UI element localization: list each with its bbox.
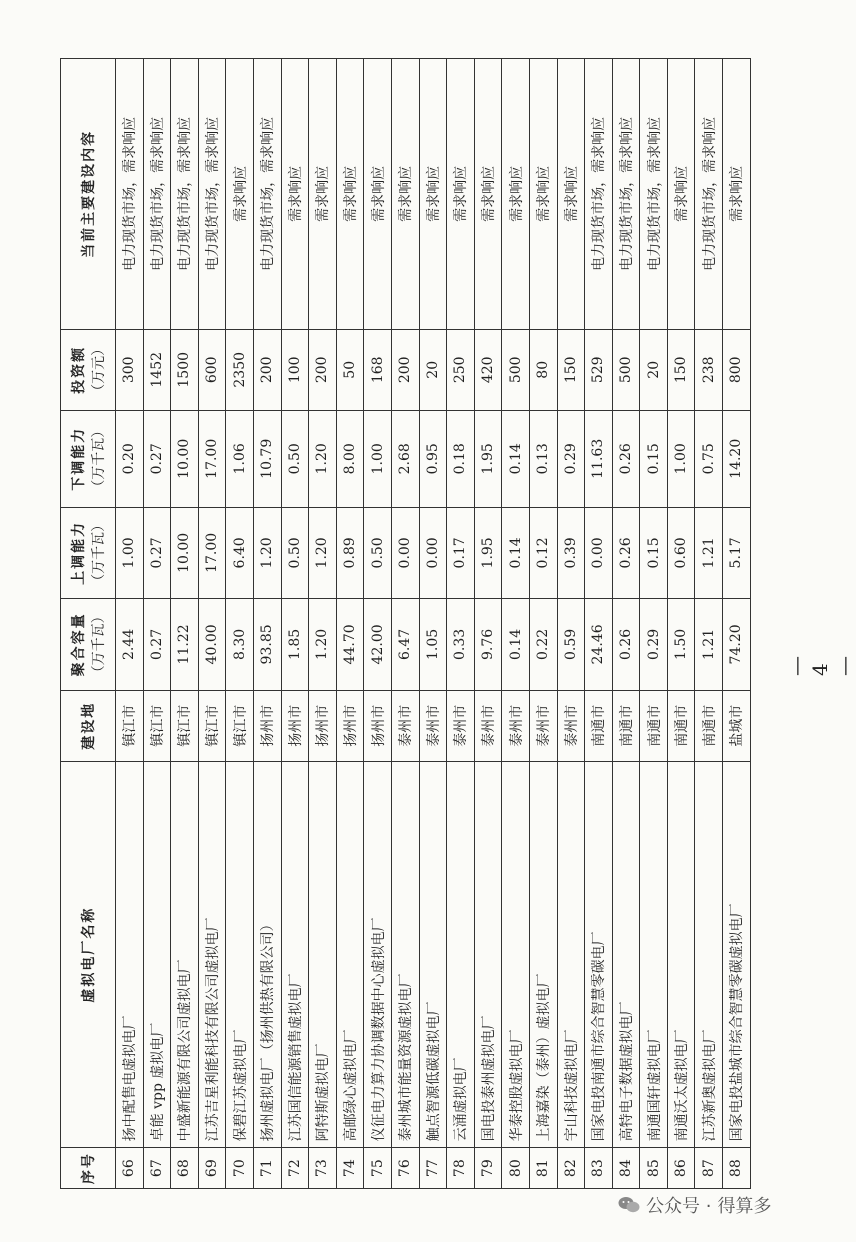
header-down [61,410,116,507]
wechat-icon [618,1196,640,1214]
up-capacity-cell: 1.21 [695,507,723,599]
header-up-label: 上调能力 [71,520,87,585]
down-capacity-cell: 0.50 [281,410,309,507]
plant-name-cell: 国家电投盐城市综合智慧零碳虚拟电厂 [723,761,751,1147]
header-down-label: 下调能力 [71,426,87,491]
investment-cell: 50 [336,329,364,410]
location-cell: 泰州市 [529,690,557,761]
down-capacity-cell: 0.13 [529,410,557,507]
down-capacity-cell: 1.20 [309,410,337,507]
plant-name-cell: 阿特斯虚拟电厂 [309,761,337,1147]
plant-name-cell: 华泰控股虚拟电厂 [502,761,530,1147]
header-invest-label: 投资额 [71,345,87,394]
capacity-cell: 0.14 [502,599,530,691]
construction-content-cell: 需求响应 [529,59,557,330]
capacity-cell: 1.50 [667,599,695,691]
down-capacity-cell: 2.68 [391,410,419,507]
investment-cell: 100 [281,329,309,410]
table-row [529,59,557,1189]
up-capacity-cell: 1.20 [309,507,337,599]
investment-cell: 20 [640,329,668,410]
down-capacity-cell: 0.27 [143,410,171,507]
construction-content-cell: 需求响应 [474,59,502,330]
row-number-cell: 80 [502,1148,530,1189]
header-capacity-label: 聚合容量 [71,612,87,677]
investment-cell: 20 [419,329,447,410]
table-row [640,59,668,1189]
capacity-cell: 42.00 [364,599,392,691]
down-capacity-cell: 1.06 [226,410,254,507]
capacity-cell: 11.22 [171,599,199,691]
table-row [557,59,585,1189]
plant-name-cell: 高邮绿心虚拟电厂 [336,761,364,1147]
location-cell: 泰州市 [474,690,502,761]
construction-content-cell: 电力现货市场，需求响应 [198,59,226,330]
table-row [612,59,640,1189]
table-row [143,59,171,1189]
construction-content-cell: 电力现货市场，需求响应 [116,59,144,330]
capacity-cell: 44.70 [336,599,364,691]
construction-content-cell: 需求响应 [336,59,364,330]
plant-name-cell: 卓能 vpp 虚拟电厂 [143,761,171,1147]
header-no: 序号 [61,1148,116,1189]
header-up-unit: （万千瓦） [91,517,107,588]
up-capacity-cell: 0.00 [391,507,419,599]
row-number-cell: 86 [667,1148,695,1189]
table-row [695,59,723,1189]
up-capacity-cell: 0.50 [281,507,309,599]
investment-cell: 420 [474,329,502,410]
up-capacity-cell: 1.00 [116,507,144,599]
row-number-cell: 84 [612,1148,640,1189]
location-cell: 南通市 [640,690,668,761]
row-number-cell: 81 [529,1148,557,1189]
table-row [198,59,226,1189]
construction-content-cell: 需求响应 [502,59,530,330]
location-cell: 南通市 [695,690,723,761]
up-capacity-cell: 0.89 [336,507,364,599]
plant-name-cell: 中盛新能源有限公司虚拟电厂 [171,761,199,1147]
investment-cell: 80 [529,329,557,410]
up-capacity-cell: 1.95 [474,507,502,599]
header-capacity [61,599,116,691]
up-capacity-cell: 0.00 [419,507,447,599]
table-row [474,59,502,1189]
location-cell: 扬州市 [309,690,337,761]
investment-cell: 500 [502,329,530,410]
plant-name-cell: 国电投泰州虚拟电厂 [474,761,502,1147]
location-cell: 镇江市 [198,690,226,761]
location-cell: 扬州市 [281,690,309,761]
up-capacity-cell: 10.00 [171,507,199,599]
table-row [585,59,613,1189]
location-cell: 南通市 [667,690,695,761]
location-cell: 扬州市 [336,690,364,761]
down-capacity-cell: 0.26 [612,410,640,507]
down-capacity-cell: 1.00 [364,410,392,507]
header-location: 建设地 [61,690,116,761]
construction-content-cell: 需求响应 [281,59,309,330]
up-capacity-cell: 0.27 [143,507,171,599]
investment-cell: 1452 [143,329,171,410]
construction-content-cell: 需求响应 [226,59,254,330]
location-cell: 盐城市 [723,690,751,761]
row-number-cell: 85 [640,1148,668,1189]
down-capacity-cell: 0.14 [502,410,530,507]
header-invest-unit: （万元） [91,341,107,398]
investment-cell: 300 [116,329,144,410]
capacity-cell: 40.00 [198,599,226,691]
capacity-cell: 0.59 [557,599,585,691]
header-content: 当前主要建设内容 [61,59,116,330]
plant-name-cell: 保碧江苏虚拟电厂 [226,761,254,1147]
down-capacity-cell: 1.00 [667,410,695,507]
investment-cell: 800 [723,329,751,410]
plant-name-cell: 云涌虚拟电厂 [447,761,475,1147]
up-capacity-cell: 0.12 [529,507,557,599]
location-cell: 泰州市 [502,690,530,761]
investment-cell: 1500 [171,329,199,410]
table-row [226,59,254,1189]
down-capacity-cell: 8.00 [336,410,364,507]
construction-content-cell: 电力现货市场，需求响应 [253,59,281,330]
plant-name-cell: 触点智源低碳虚拟电厂 [419,761,447,1147]
investment-cell: 150 [667,329,695,410]
row-number-cell: 68 [171,1148,199,1189]
table-row [502,59,530,1189]
investment-cell: 500 [612,329,640,410]
construction-content-cell: 需求响应 [391,59,419,330]
construction-content-cell: 需求响应 [419,59,447,330]
row-number-cell: 73 [309,1148,337,1189]
location-cell: 泰州市 [419,690,447,761]
down-capacity-cell: 10.79 [253,410,281,507]
location-cell: 南通市 [612,690,640,761]
construction-content-cell: 需求响应 [723,59,751,330]
down-capacity-cell: 0.18 [447,410,475,507]
construction-content-cell: 电力现货市场，需求响应 [612,59,640,330]
up-capacity-cell: 17.00 [198,507,226,599]
down-capacity-cell: 10.00 [171,410,199,507]
capacity-cell: 0.33 [447,599,475,691]
row-number-cell: 88 [723,1148,751,1189]
header-down-unit: （万千瓦） [91,423,107,494]
virtual-power-plant-table [60,58,751,1189]
capacity-cell: 93.85 [253,599,281,691]
up-capacity-cell: 6.40 [226,507,254,599]
construction-content-cell: 电力现货市场，需求响应 [640,59,668,330]
up-capacity-cell: 0.39 [557,507,585,599]
capacity-cell: 1.21 [695,599,723,691]
capacity-cell: 74.20 [723,599,751,691]
page-number: — 4 — [784,652,856,676]
down-capacity-cell: 14.20 [723,410,751,507]
capacity-cell: 1.85 [281,599,309,691]
construction-content-cell: 需求响应 [557,59,585,330]
location-cell: 泰州市 [447,690,475,761]
location-cell: 镇江市 [143,690,171,761]
plant-name-cell: 泰州城市能量资源虚拟电厂 [391,761,419,1147]
up-capacity-cell: 5.17 [723,507,751,599]
construction-content-cell: 需求响应 [309,59,337,330]
capacity-cell: 24.46 [585,599,613,691]
construction-content-cell: 电力现货市场，需求响应 [171,59,199,330]
up-capacity-cell: 0.50 [364,507,392,599]
capacity-cell: 6.47 [391,599,419,691]
table-row [336,59,364,1189]
construction-content-cell: 电力现货市场，需求响应 [695,59,723,330]
up-capacity-cell: 0.15 [640,507,668,599]
watermark-name: 得算多 [717,1196,772,1217]
down-capacity-cell: 0.75 [695,410,723,507]
row-number-cell: 74 [336,1148,364,1189]
header-invest [61,329,116,410]
row-number-cell: 83 [585,1148,613,1189]
investment-cell: 200 [391,329,419,410]
capacity-cell: 0.27 [143,599,171,691]
row-number-cell: 82 [557,1148,585,1189]
header-capacity-unit: （万千瓦） [91,609,107,680]
capacity-cell: 2.44 [116,599,144,691]
header-name: 虚拟电厂名称 [61,761,116,1147]
construction-content-cell: 需求响应 [447,59,475,330]
capacity-cell: 9.76 [474,599,502,691]
row-number-cell: 75 [364,1148,392,1189]
investment-cell: 600 [198,329,226,410]
row-number-cell: 76 [391,1148,419,1189]
table-row [364,59,392,1189]
row-number-cell: 79 [474,1148,502,1189]
down-capacity-cell: 17.00 [198,410,226,507]
watermark [618,1192,771,1218]
row-number-cell: 66 [116,1148,144,1189]
capacity-cell: 8.30 [226,599,254,691]
location-cell: 南通市 [585,690,613,761]
plant-name-cell: 扬州虚拟电厂（扬州供热有限公司） [253,761,281,1147]
table-row [391,59,419,1189]
construction-content-cell: 需求响应 [667,59,695,330]
investment-cell: 200 [309,329,337,410]
down-capacity-cell: 0.29 [557,410,585,507]
investment-cell: 168 [364,329,392,410]
down-capacity-cell: 0.15 [640,410,668,507]
row-number-cell: 67 [143,1148,171,1189]
location-cell: 扬州市 [364,690,392,761]
capacity-cell: 0.22 [529,599,557,691]
capacity-cell: 1.20 [309,599,337,691]
plant-name-cell: 宇山科技虚拟电厂 [557,761,585,1147]
investment-cell: 238 [695,329,723,410]
row-number-cell: 69 [198,1148,226,1189]
table-row [447,59,475,1189]
construction-content-cell: 电力现货市场，需求响应 [143,59,171,330]
table-row [309,59,337,1189]
construction-content-cell: 需求响应 [364,59,392,330]
location-cell: 扬州市 [253,690,281,761]
location-cell: 镇江市 [226,690,254,761]
document-page [60,58,746,1189]
table-row [667,59,695,1189]
row-number-cell: 70 [226,1148,254,1189]
row-number-cell: 87 [695,1148,723,1189]
up-capacity-cell: 0.60 [667,507,695,599]
capacity-cell: 1.05 [419,599,447,691]
row-number-cell: 78 [447,1148,475,1189]
capacity-cell: 0.29 [640,599,668,691]
investment-cell: 2350 [226,329,254,410]
location-cell: 镇江市 [171,690,199,761]
investment-cell: 150 [557,329,585,410]
investment-cell: 529 [585,329,613,410]
plant-name-cell: 扬中配售电虚拟电厂 [116,761,144,1147]
row-number-cell: 72 [281,1148,309,1189]
watermark-prefix: 公众号 · [646,1196,712,1217]
down-capacity-cell: 11.63 [585,410,613,507]
plant-name-cell: 高特电子数据虚拟电厂 [612,761,640,1147]
row-number-cell: 77 [419,1148,447,1189]
investment-cell: 250 [447,329,475,410]
plant-name-cell: 南通沃太虚拟电厂 [667,761,695,1147]
location-cell: 泰州市 [557,690,585,761]
up-capacity-cell: 0.00 [585,507,613,599]
location-cell: 镇江市 [116,690,144,761]
down-capacity-cell: 0.20 [116,410,144,507]
location-cell: 泰州市 [391,690,419,761]
plant-name-cell: 江苏新奥虚拟电厂 [695,761,723,1147]
down-capacity-cell: 1.95 [474,410,502,507]
table-row [253,59,281,1189]
plant-name-cell: 国家电投南通市综合智慧零碳电厂 [585,761,613,1147]
up-capacity-cell: 0.14 [502,507,530,599]
capacity-cell: 0.26 [612,599,640,691]
up-capacity-cell: 0.26 [612,507,640,599]
up-capacity-cell: 1.20 [253,507,281,599]
row-number-cell: 71 [253,1148,281,1189]
header-up [61,507,116,599]
construction-content-cell: 电力现货市场，需求响应 [585,59,613,330]
table-row [171,59,199,1189]
table-row [281,59,309,1189]
table-row [419,59,447,1189]
table-row [723,59,751,1189]
plant-name-cell: 江苏国信能源销售虚拟电厂 [281,761,309,1147]
plant-name-cell: 上海嘉染（泰州）虚拟电厂 [529,761,557,1147]
investment-cell: 200 [253,329,281,410]
plant-name-cell: 仪征电力算力协调数据中心虚拟电厂 [364,761,392,1147]
plant-name-cell: 江苏吉星利能科技有限公司虚拟电厂 [198,761,226,1147]
table-row [116,59,144,1189]
up-capacity-cell: 0.17 [447,507,475,599]
down-capacity-cell: 0.95 [419,410,447,507]
plant-name-cell: 南通国轩虚拟电厂 [640,761,668,1147]
